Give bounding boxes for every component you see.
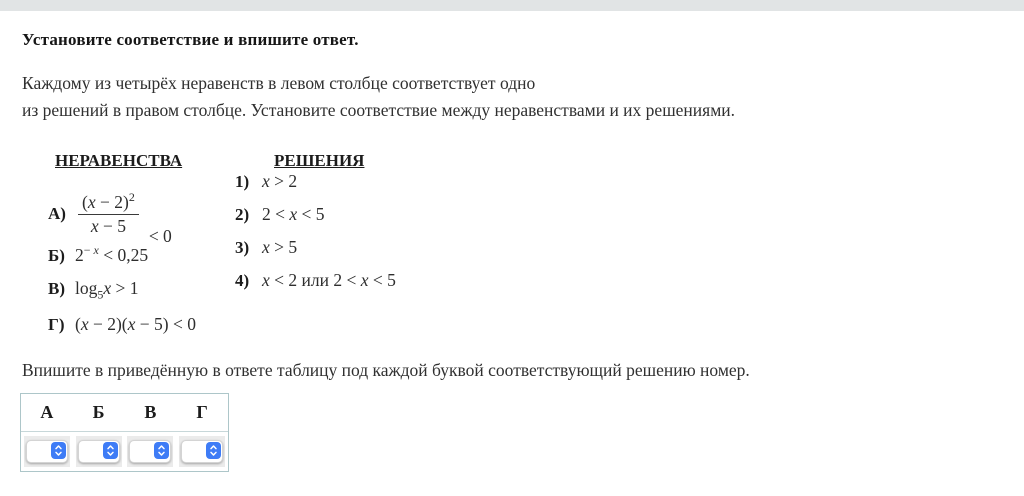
solution-expr-4: x < 2 или 2 < x < 5 <box>262 270 396 290</box>
inequality-label-v: В) <box>48 279 65 298</box>
solution-row-2 <box>235 204 396 237</box>
answer-column-header-v: В <box>144 402 157 422</box>
solution-row-1 <box>235 171 396 204</box>
inequality-row-b <box>48 245 235 278</box>
fraction-numerator: $(x - 2)^2$ <box>82 189 135 212</box>
answer-table <box>20 393 229 472</box>
answer-column-header-b: Б <box>92 402 105 422</box>
solution-label-3: 3) <box>235 238 250 257</box>
answer-instruction: Впишите в приведённую в ответе таблицу под каждой буквой соответствующий решению номер. <box>22 360 750 380</box>
inequality-label-a: А) <box>48 204 66 223</box>
task-page <box>0 30 1024 472</box>
solution-expr-2: 2 < x < 5 <box>262 204 325 224</box>
answer-select-a[interactable] <box>26 440 68 463</box>
solution-row-4 <box>235 270 396 303</box>
chevron-up-down-icon <box>154 442 169 459</box>
inequalities-header: НЕРАВЕНСТВА <box>55 151 183 170</box>
fraction-denominator: x − 5 <box>78 214 139 237</box>
chevron-up-down-icon <box>206 442 221 459</box>
inequality-label-b: Б) <box>48 246 65 265</box>
answer-cell-g <box>176 436 228 467</box>
solution-expr-3: x > 5 <box>262 237 298 257</box>
fraction <box>78 189 139 237</box>
solution-label-1: 1) <box>235 172 250 191</box>
answer-column-header-g: Г <box>196 402 208 422</box>
page-title: Установите соответствие и впишите ответ. <box>22 30 359 49</box>
answer-column-header-a: А <box>40 402 54 422</box>
inequalities-column <box>48 151 235 347</box>
solutions-column <box>235 151 396 347</box>
inequality-label-g: Г) <box>48 315 65 334</box>
inequality-expr-g: (x − 2)(x − 5) < 0 <box>75 314 196 334</box>
answer-cell-a <box>21 436 73 467</box>
answer-select-v[interactable] <box>129 440 171 463</box>
intro-line-2: из решений в правом столбце. Установите соответствие между неравенствами и их решениями. <box>22 100 736 120</box>
chevron-up-down-icon <box>103 442 118 459</box>
answer-select-b[interactable] <box>78 440 120 463</box>
matching-area <box>48 151 1024 347</box>
answer-cell-v <box>125 436 177 467</box>
solution-label-4: 4) <box>235 271 250 290</box>
answer-select-g[interactable] <box>181 440 223 463</box>
answer-table-input-row <box>21 431 228 471</box>
inequality-row-a <box>48 183 235 245</box>
inequality-expr-b: 2− $^x$ < 0,25 <box>75 243 149 265</box>
solution-label-2: 2) <box>235 205 250 224</box>
solutions-header: РЕШЕНИЯ <box>274 151 365 170</box>
top-bar <box>0 0 1024 11</box>
inequality-row-v <box>48 278 235 311</box>
inequality-row-g <box>48 314 235 347</box>
solution-expr-1: x > 2 <box>262 171 298 191</box>
intro-line-1: Каждому из четырёх неравенств в левом столбце соответствует одно <box>22 73 536 93</box>
chevron-up-down-icon <box>51 442 66 459</box>
solution-row-3 <box>235 237 396 270</box>
fraction-relation: < 0 <box>148 226 172 246</box>
answer-cell-b <box>73 436 125 467</box>
answer-table-header-row <box>21 394 228 431</box>
task-intro <box>22 70 1024 124</box>
inequality-expr-v: $\log_5x > 1$ <box>75 278 139 302</box>
